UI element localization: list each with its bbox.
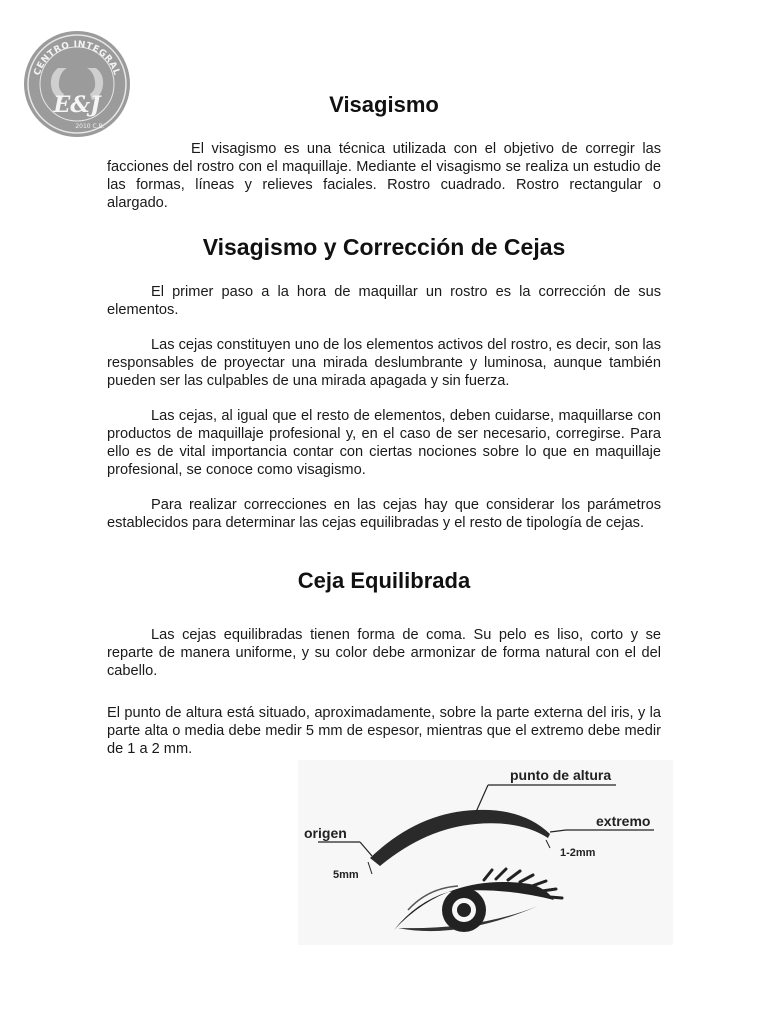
svg-text:E&J: E&J xyxy=(53,92,101,118)
svg-text:punto de altura: punto de altura xyxy=(510,767,612,783)
paragraph-cejas-equilibradas: Las cejas equilibradas tienen forma de coma. Su pelo es liso, corto y se reparte de manera uniforme, y su color debe armonizar de forma natural con el del cabello. xyxy=(107,627,661,679)
svg-text:5mm: 5mm xyxy=(333,869,359,881)
title-visagismo: Visagismo xyxy=(329,92,439,117)
title-ceja-equilibrada: Ceja Equilibrada xyxy=(297,568,471,593)
svg-text:CENTRO INTEGRAL: CENTRO INTEGRAL xyxy=(32,39,122,77)
svg-text:2010 C.B.: 2010 C.B. xyxy=(75,123,105,130)
paragraph-cejas-elementos: Las cejas constituyen uno de los elementos activos del rostro, es decir, son las responsables de proyectar una mirada deslumbrante y luminosa, aunque también pueden ser las culpables de una mirada apagada y sin fuerza. xyxy=(107,337,661,389)
paragraph-punto-altura: El punto de altura está situado, aproximadamente, sobre la parte externa del iris, y la parte alta o media debe medir 5 mm de espesor, mientras que el extremo debe medir de 1 a 2 mm. xyxy=(107,705,661,757)
eyebrow-diagram xyxy=(298,760,673,945)
svg-text:extremo: extremo xyxy=(596,813,651,829)
paragraph-correcciones: Para realizar correcciones en las cejas hay que considerar los parámetros establecidos para determinar las cejas equilibradas y el resto de tipología de cejas. xyxy=(107,497,661,531)
paragraph-primer-paso: El primer paso a la hora de maquillar un rostro es la corrección de sus elementos. xyxy=(107,284,661,318)
paragraph-cejas-cuidado: Las cejas, al igual que el resto de elementos, deben cuidarse, maquillarse con productos de maquillaje profesional y, en el caso de ser necesario, corregirse. Para ello es de vital importancia contar con ciertas nociones sobre lo que en maquillaje profesional, se conoce como visagismo. xyxy=(107,408,661,478)
svg-text:origen: origen xyxy=(304,825,347,841)
svg-text:1-2mm: 1-2mm xyxy=(560,847,596,859)
title-correccion-cejas: Visagismo y Corrección de Cejas xyxy=(202,234,566,260)
paragraph-intro: El visagismo es una técnica utilizada con el objetivo de corregir las facciones del rostro con el maquillaje. Mediante el visagismo se realiza un estudio de las formas, líneas y relieves faciales. Rostro cuadrado. Rostro rectangular o alargado. xyxy=(107,141,661,211)
centro-integral-logo xyxy=(22,28,132,140)
